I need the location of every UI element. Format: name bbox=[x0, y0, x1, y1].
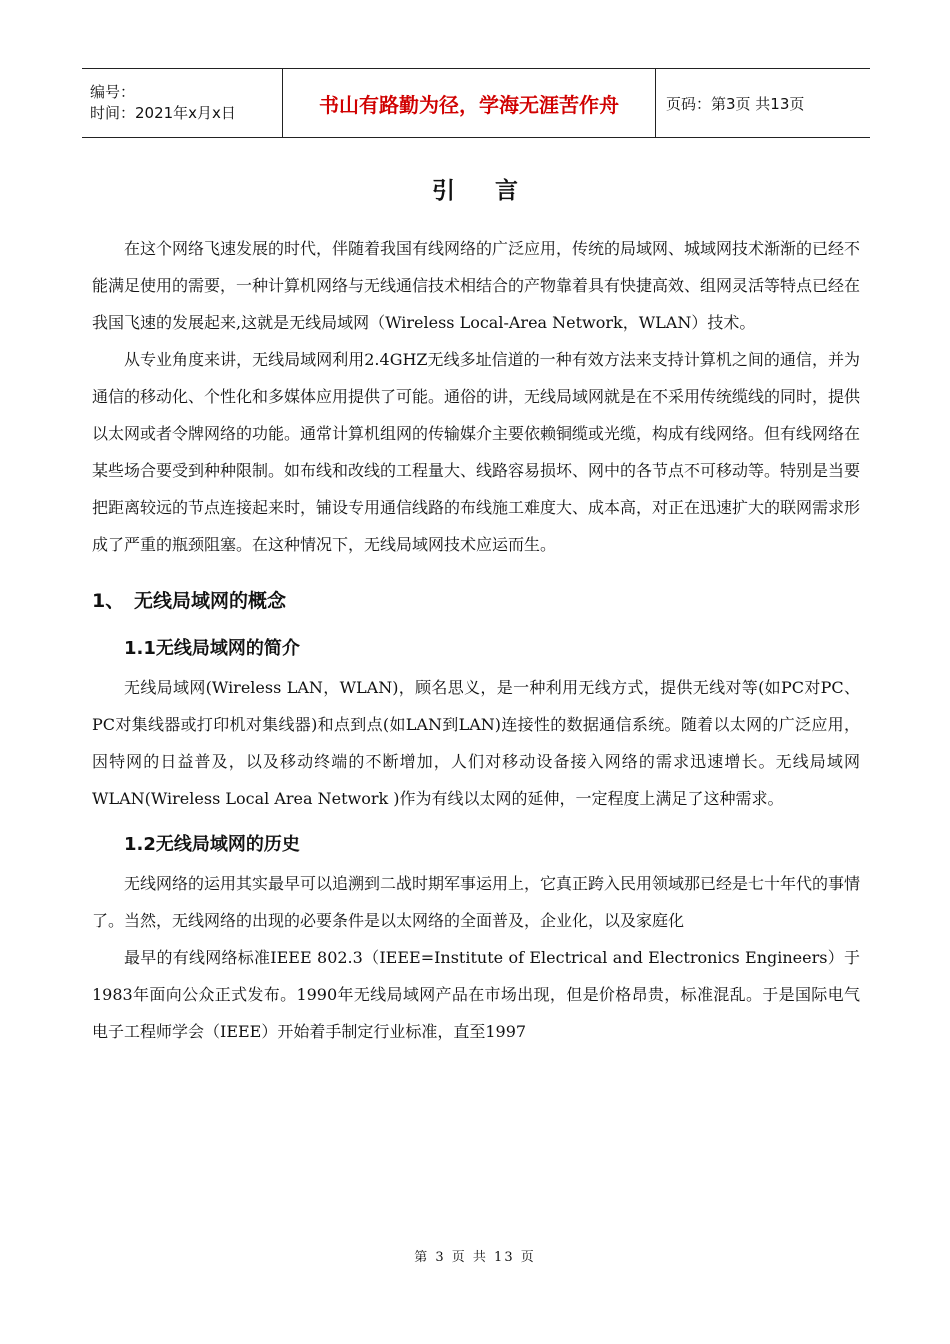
section-number: 1、 bbox=[92, 590, 125, 612]
page-footer: 第 3 页 共 13 页 bbox=[414, 1250, 536, 1265]
page-header bbox=[82, 68, 870, 138]
intro-paragraph-1: 在这个网络飞速发展的时代，伴随着我国有线网络的广泛应用，传统的局域网、城域网技术渐渐的已经不能满足使用的需要，一种计算机网络与无线通信技术相结合的产物靠着具有快捷高效、组网灵活等特点已经在我国飞速的发展起来,这就是无线局域网（Wireless Local-Area Network，WLAN）技术。 bbox=[92, 239, 861, 332]
header-motto bbox=[282, 69, 656, 137]
document-body bbox=[92, 230, 860, 1050]
subsection-1-1-paragraph: 无线局域网(Wireless LAN，WLAN)，顾名思义，是一种利用无线方式，提供无线对等(如PC对PC、PC对集线器或打印机对集线器)和点到点(如LAN到LAN)连接性的数据通信系统。随着以太网的广泛应用，因特网的日益普及，以及移动终端的不断增加，人们对移动设备接入网络的需求迅速增长。无线局域网WLAN(Wireless Local Area Network )作为有线以太网的延伸，一定程度上满足了这种需求。 bbox=[92, 678, 860, 808]
doc-code-label: 编号： bbox=[90, 83, 136, 101]
header-meta bbox=[82, 69, 282, 137]
subsection-1-2-paragraph-2: 最早的有线网络标准IEEE 802.3（IEEE=Institute of Electrical and Electronics Engineers）于1983年面向公众正式发布。1990年无线局域网产品在市场出现，但是价格昂贵，标准混乱。于是国际电气电子工程师学会（IEEE）开始着手制定行业标准，直至1997 bbox=[92, 948, 860, 1041]
intro-paragraph-2: 从专业角度来讲，无线局域网利用2.4GHZ无线多址信道的一种有效方法来支持计算机之间的通信，并为通信的移动化、个性化和多媒体应用提供了可能。通俗的讲，无线局域网就是在不采用传统缆线的同时，提供以太网或者令牌网络的功能。通常计算机组网的传输媒介主要依赖铜缆或光缆，构成有线网络。但有线网络在某些场合要受到种种限制。如布线和改线的工程量大、线路容易损坏、网中的各节点不可移动等。特别是当要把距离较远的节点连接起来时，铺设专用通信线路的布线施工难度大、成本高，对正在迅速扩大的联网需求形成了严重的瓶颈阻塞。在这种情况下，无线局域网技术应运而生。 bbox=[92, 350, 861, 554]
section-title: 无线局域网的概念 bbox=[134, 590, 287, 612]
subsection-heading-1-2: 1.2无线局域网的历史 bbox=[124, 834, 300, 855]
page-title: 引言 bbox=[432, 178, 558, 204]
motto-text: 书山有路勤为径，学海无涯苦作舟 bbox=[319, 92, 619, 117]
section-heading-1 bbox=[92, 581, 860, 621]
header-page-info bbox=[656, 69, 870, 137]
subsection-heading-1-1: 1.1无线局域网的简介 bbox=[124, 638, 300, 659]
page-info-text: 页码：第3页 共13页 bbox=[666, 94, 805, 113]
doc-date-label: 时间：2021年x月x日 bbox=[90, 104, 236, 122]
subsection-1-2-paragraph-1: 无线网络的运用其实最早可以追溯到二战时期军事运用上，它真正跨入民用领域那已经是七十年代的事情了。当然，无线网络的出现的必要条件是以太网络的全面普及，企业化，以及家庭化 bbox=[92, 874, 861, 930]
